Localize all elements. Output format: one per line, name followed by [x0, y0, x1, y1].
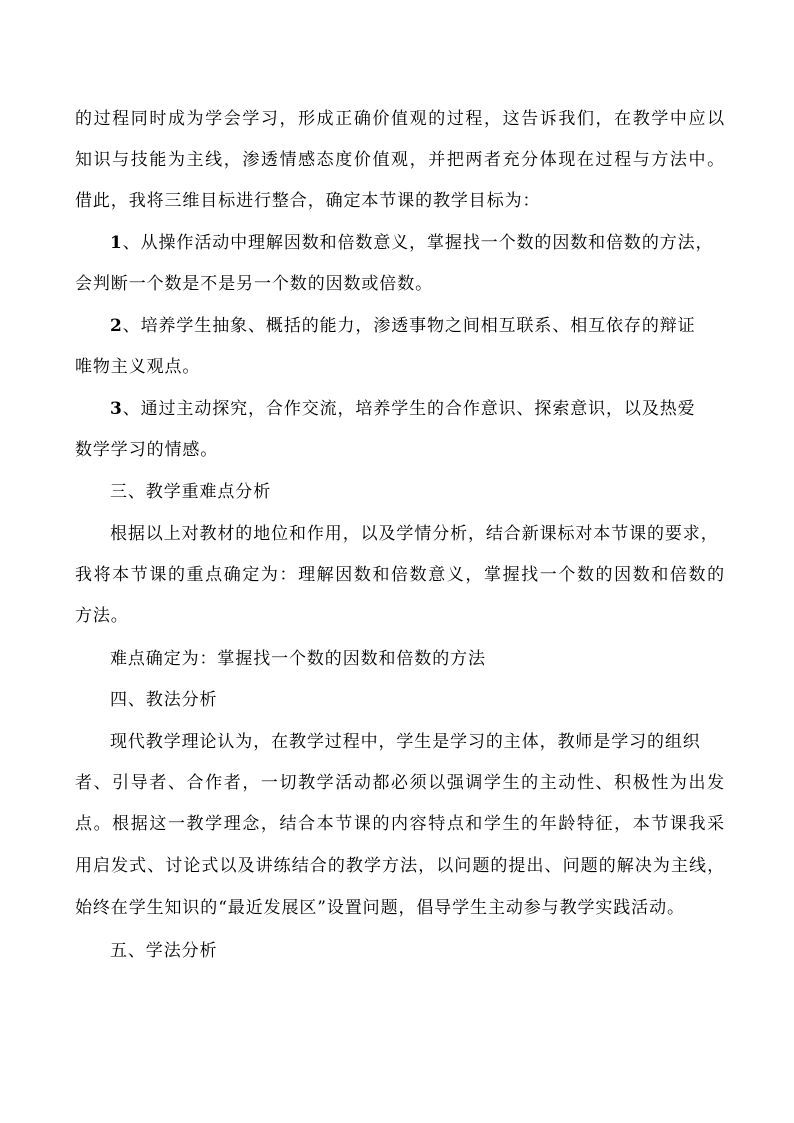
- goal-1-text: 、从操作活动中理解因数和倍数意义，掌握找一个数的因数和倍数的方法，: [122, 233, 714, 253]
- paragraph-line: 始终在学生知识的“最近发展区”设置问题，倡导学生主动参与教学实践活动。: [75, 898, 685, 918]
- difficulty-line: 难点确定为：掌握找一个数的因数和倍数的方法: [110, 649, 486, 669]
- goal-1-line-1: [110, 232, 725, 254]
- goal-1-line-2: 会判断一个数是不是另一个数的因数或倍数。: [75, 274, 433, 294]
- paragraph-line: 点。根据这一教学理念，结合本节课的内容特点和学生的年龄特征，本节课我采: [75, 814, 725, 834]
- goal-3-line-2: 数学学习的情感。: [75, 440, 219, 460]
- paragraph-line: 者、引导者、合作者，一切教学活动都必须以强调学生的主动性、积极性为出发: [75, 773, 725, 793]
- goal-2-number: 2: [110, 316, 123, 336]
- goal-2-text: 、培养学生抽象、概括的能力，渗透事物之间相互联系、相互依存的辩证: [122, 316, 696, 336]
- paragraph-line: 的过程同时成为学会学习，形成正确价值观的过程，这告诉我们，在教学中应以: [75, 109, 725, 129]
- section-heading-5: 五、学法分析: [110, 941, 218, 961]
- paragraph-line: 我将本节课的重点确定为：理解因数和倍数意义，掌握找一个数的因数和倍数的: [75, 565, 725, 585]
- goal-3-text: 、通过主动探究，合作交流，培养学生的合作意识、探索意识，以及热爱: [122, 399, 696, 419]
- paragraph-line: 用启发式、讨论式以及讲练结合的教学方法，以问题的提出、问题的解决为主线，: [75, 856, 725, 876]
- section-heading-3: 三、教学重难点分析: [110, 482, 272, 502]
- paragraph-line: 借此，我将三维目标进行整合，确定本节课的教学目标为：: [75, 191, 541, 211]
- goal-3-line-1: [110, 398, 725, 420]
- paragraph-line: 知识与技能为主线，渗透情感态度价值观，并把两者充分体现在过程与方法中。: [75, 150, 725, 170]
- goal-1-number: 1: [110, 233, 123, 253]
- paragraph-line: 根据以上对教材的地位和作用，以及学情分析，结合新课标对本节课的要求，: [110, 524, 719, 544]
- goal-2-line-2: 唯物主义观点。: [75, 357, 201, 377]
- paragraph-line: 现代教学理论认为，在教学过程中，学生是学习的主体，教师是学习的组织: [110, 732, 701, 752]
- paragraph-line: 方法。: [75, 606, 129, 626]
- section-heading-4: 四、教法分析: [110, 690, 218, 710]
- goal-2-line-1: [110, 315, 725, 337]
- goal-3-number: 3: [110, 399, 123, 419]
